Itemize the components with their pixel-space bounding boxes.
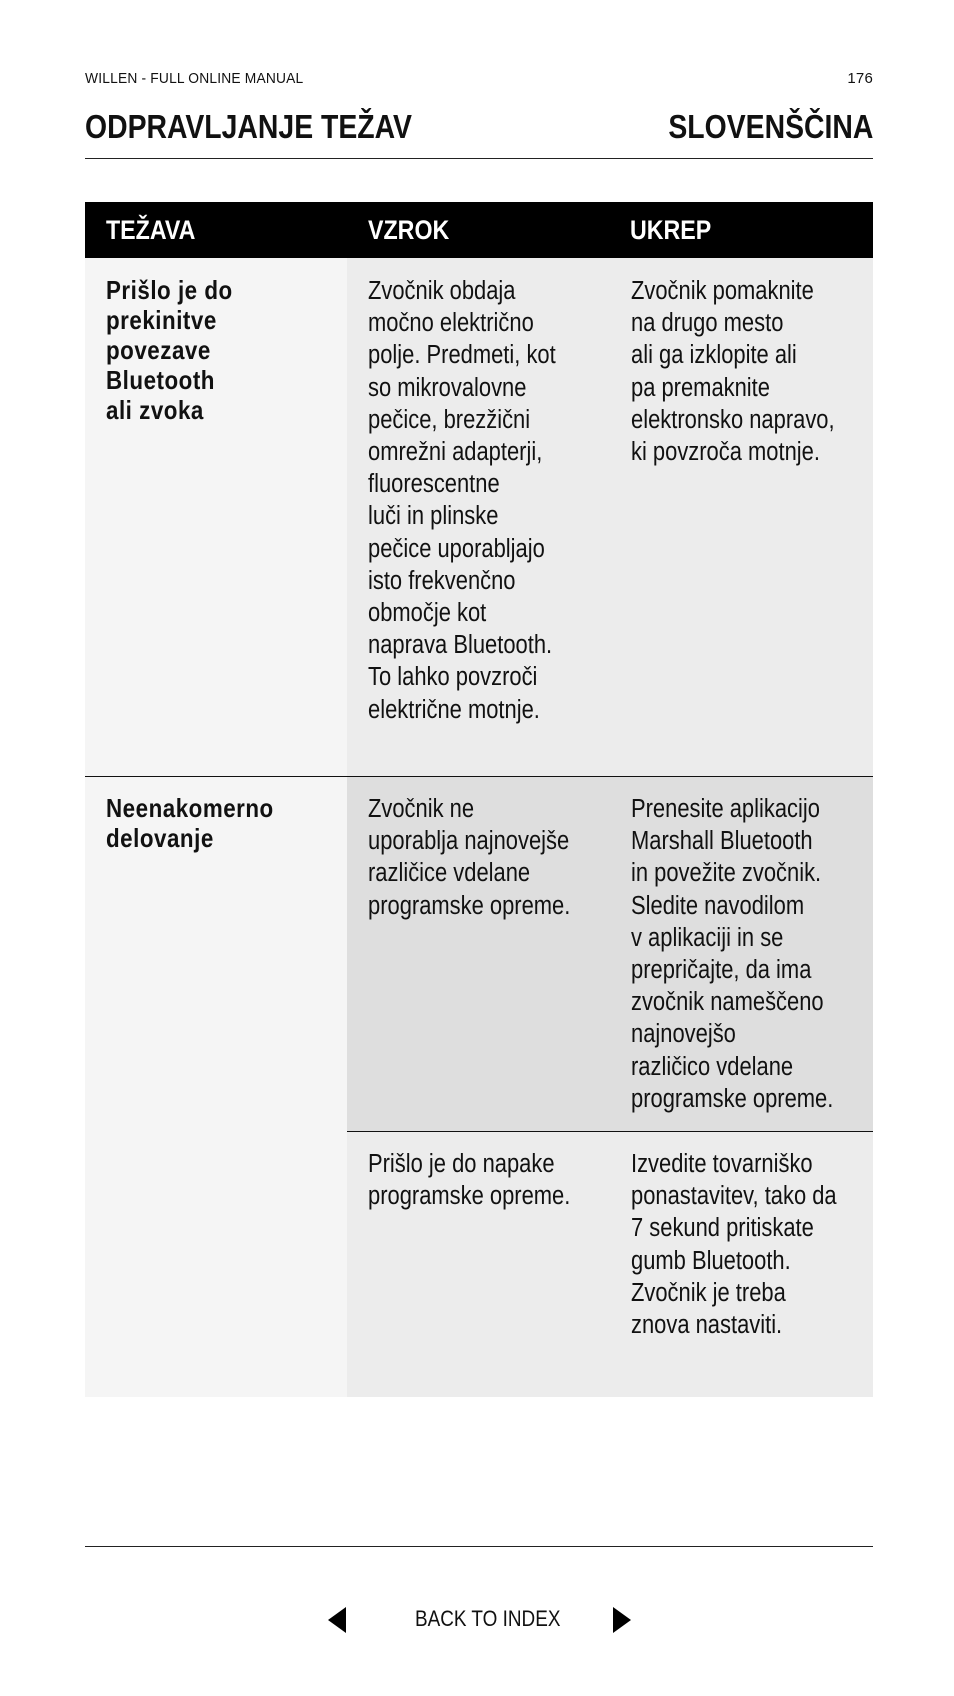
cause-cell: Zvočnik obdaja močno električno polje. Predmeti, kot so mikrovalovne pečice, brezžični omrežni adapterji, fluorescentne luči in plinske pečice uporabljajo isto frekvenčno območje kot naprava Bluetooth. To lahko povzroči električne motnje. [347, 258, 610, 776]
problem-cell: Prišlo je do prekinitve povezave Bluetooth ali zvoka [85, 258, 347, 776]
language-label: SLOVENŠČINA [667, 108, 873, 145]
column-header-cause: VZROK [368, 214, 450, 245]
problem-cell: Neenakomerno delovanje [85, 776, 347, 1131]
footer-divider [85, 1546, 873, 1547]
action-cell: Zvočnik pomaknite na drugo mesto ali ga izklopite ali pa premaknite elektronsko napravo, ki povzroča motnje. [610, 258, 873, 776]
section-title: ODPRAVLJANJE TEŽAV [85, 108, 412, 145]
action-cell: Izvedite tovarniško ponastavitev, tako da 7 sekund pritiskate gumb Bluetooth. Zvočnik je treba znova nastaviti. [610, 1131, 873, 1397]
column-header-action: UKREP [630, 214, 712, 245]
page-number: 176 [847, 70, 873, 87]
action-cell: Prenesite aplikacijo Marshall Bluetooth in povežite zvočnik. Sledite navodilom v aplikaciji in se prepričajte, da ima zvočnik nameščeno najnovejšo različico vdelane programske opreme. [610, 776, 873, 1131]
row-divider [347, 1131, 873, 1132]
manual-title: WILLEN - FULL ONLINE MANUAL [85, 70, 304, 87]
manual-page [85, 0, 873, 1696]
footer-nav [85, 1600, 873, 1640]
troubleshooting-table [85, 202, 873, 1397]
triangle-left-icon[interactable] [328, 1607, 346, 1633]
running-header [85, 70, 873, 88]
triangle-right-icon[interactable] [613, 1607, 631, 1633]
cause-cell: Prišlo je do napake programske opreme. [347, 1131, 610, 1397]
page-title-bar [85, 108, 873, 148]
problem-cell [85, 1131, 347, 1397]
table-header [85, 202, 873, 258]
table-row [85, 1131, 873, 1397]
back-to-index-link[interactable]: BACK TO INDEX [415, 1606, 561, 1631]
header-divider [85, 158, 873, 159]
table-row [85, 258, 873, 776]
cause-cell: Zvočnik ne uporablja najnovejše različice vdelane programske opreme. [347, 776, 610, 1131]
row-divider [85, 776, 873, 777]
table-row [85, 776, 873, 1131]
column-header-problem: TEŽAVA [106, 214, 196, 245]
